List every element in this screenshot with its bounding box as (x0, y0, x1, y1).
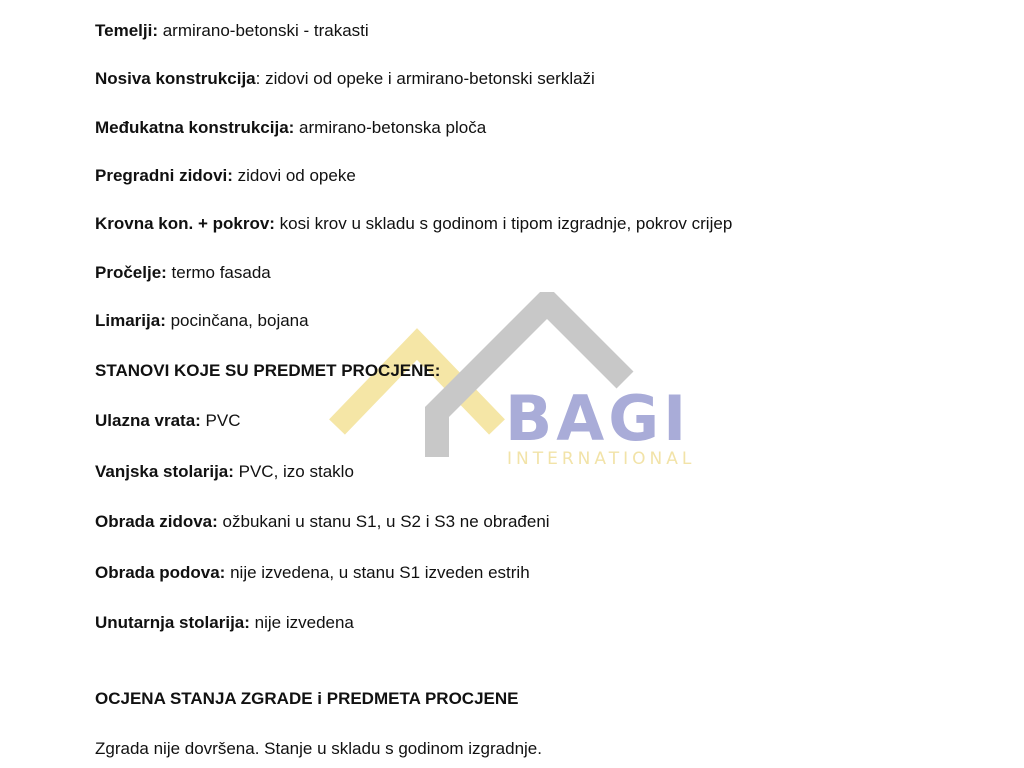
spec-unutarnja-stolarija (95, 612, 354, 634)
spec-value: nije izvedena, u stanu S1 izveden estrih (225, 563, 530, 582)
spec-pregradni-zidovi (95, 165, 356, 187)
spec-obrada-podova (95, 562, 530, 584)
spec-value: zidovi od opeke (232, 166, 356, 185)
spec-procelje (95, 262, 271, 284)
spec-vanjska-stolarija (95, 461, 354, 483)
spec-value: PVC, izo staklo (233, 462, 354, 481)
spec-label: Obrada podova: (95, 563, 226, 582)
spec-label: Obrada zidova: (95, 512, 218, 531)
spec-value: kosi krov u skladu s godinom i tipom izgradnje, pokrov crijep (274, 214, 733, 233)
spec-limarija (95, 310, 309, 332)
spec-value: armirano-betonski - trakasti (157, 21, 369, 40)
spec-label: Ulazna vrata: (95, 411, 201, 430)
spec-value: : zidovi od opeke i armirano-betonski serklaži (255, 69, 595, 88)
spec-label: Nosiva konstrukcija (95, 69, 256, 88)
section-heading-ocjena: OCJENA STANJA ZGRADE i PREDMETA PROCJENE (95, 689, 519, 708)
assessment-text: Zgrada nije dovršena. Stanje u skladu s godinom izgradnje. (95, 739, 542, 758)
spec-value: termo fasada (166, 263, 271, 282)
spec-value: PVC (200, 411, 241, 430)
spec-krovna-konstrukcija (95, 213, 732, 235)
spec-label: Međukatna konstrukcija: (95, 118, 295, 137)
spec-label: Pregradni zidovi: (95, 166, 233, 185)
spec-temelji (95, 20, 369, 42)
spec-label: Krovna kon. + pokrov: (95, 214, 275, 233)
spec-nosiva-konstrukcija (95, 68, 595, 90)
spec-label: Temelji: (95, 21, 158, 40)
watermark-brand: BAGI (505, 382, 691, 455)
spec-obrada-zidova (95, 511, 550, 533)
spec-medukatna-konstrukcija (95, 117, 486, 139)
spec-label: Unutarnja stolarija: (95, 613, 250, 632)
spec-value: armirano-betonska ploča (294, 118, 487, 137)
spec-value: ožbukani u stanu S1, u S2 i S3 ne obrađeni (217, 512, 550, 531)
spec-value: pocinčana, bojana (165, 311, 309, 330)
spec-label: Vanjska stolarija: (95, 462, 234, 481)
spec-value: nije izvedena (249, 613, 354, 632)
spec-ulazna-vrata (95, 410, 241, 432)
spec-label: Limarija: (95, 311, 166, 330)
watermark-logo (325, 292, 705, 472)
spec-label: Pročelje: (95, 263, 167, 282)
house-roof-icon (325, 292, 705, 472)
section-heading-stanovi: STANOVI KOJE SU PREDMET PROCJENE: (95, 361, 441, 380)
watermark-subtitle: INTERNATIONAL (507, 449, 696, 469)
